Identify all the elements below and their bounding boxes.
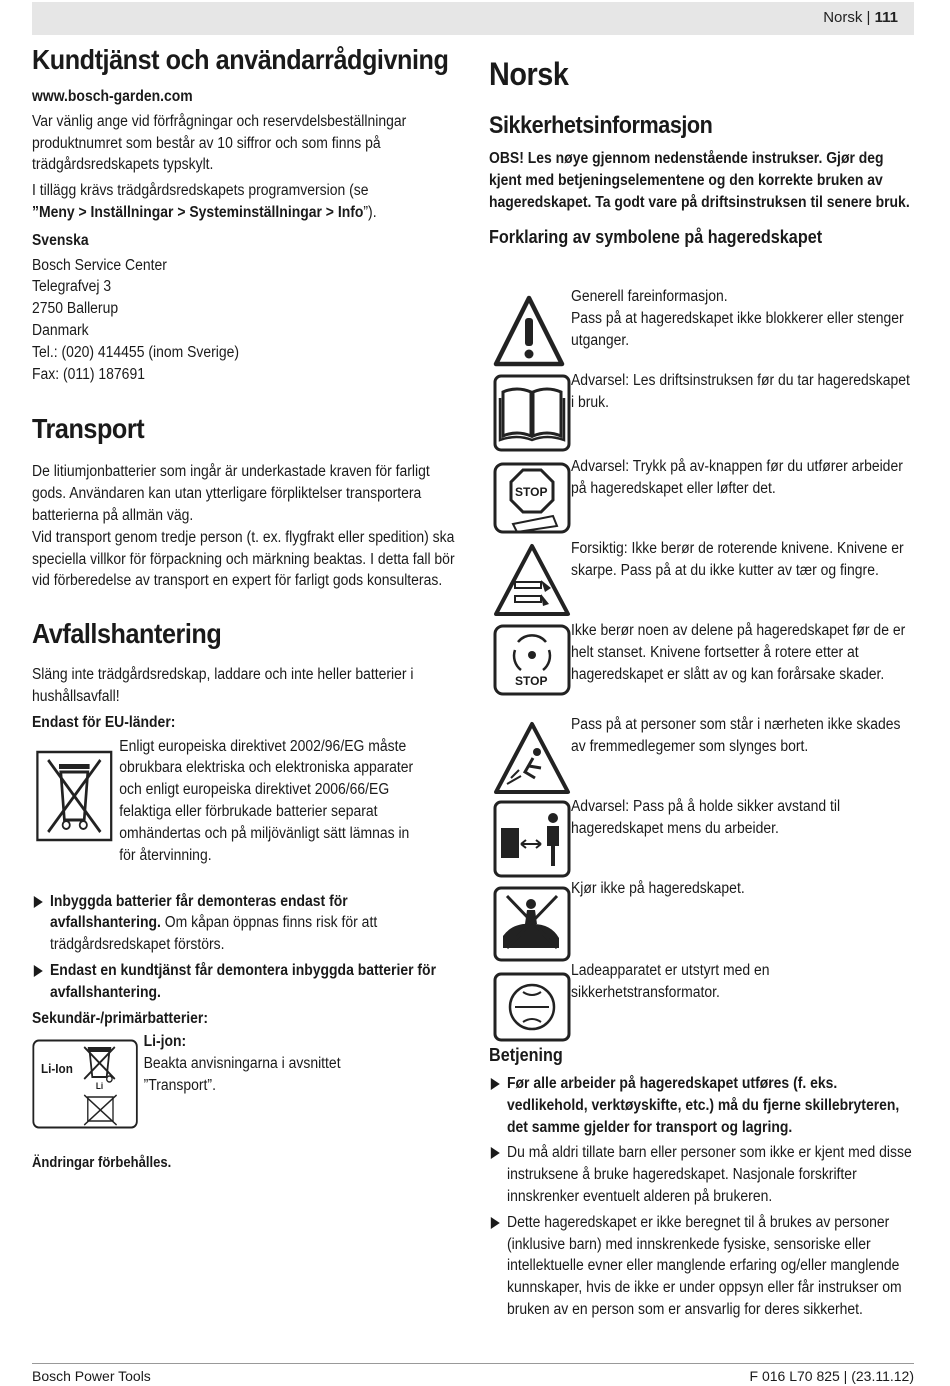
eu-label: Endast för EU-länder: <box>32 713 176 731</box>
symbol-text <box>571 370 916 414</box>
symbol-text <box>571 538 916 582</box>
service-menu-path: ”Meny > Inställningar > Systeminställningar > Info <box>32 203 364 221</box>
disposal-title: Avfallshantering <box>32 618 222 650</box>
symbols-list <box>489 286 919 1046</box>
left-column <box>32 40 456 1175</box>
rotating-stop-icon <box>493 624 571 696</box>
liion-icon-label: Li-Ion <box>41 1061 73 1077</box>
footer-divider <box>32 1363 914 1364</box>
disposal-bullet-1-rest: Om kåpan öppnas finns risk för att trädgårdsredskapet förstörs. <box>50 914 378 954</box>
address-line: 2750 Ballerup <box>32 300 119 318</box>
symbol-text <box>571 286 916 351</box>
address-line: Bosch Service Center <box>32 256 167 274</box>
transport-title: Transport <box>32 413 145 445</box>
symbol-line: Ikke berør noen av delene på hageredskapet før de er helt stanset. Knivene fortsetter å rotere etter at hageredskapet er slått av og kan forårsake skader. <box>571 622 906 683</box>
symbol-text <box>571 878 916 900</box>
symbol-text <box>571 620 916 685</box>
disposal-bullet-1-bold: Inbyggda batterier får demonteras endast för avfallshantering. <box>50 892 348 932</box>
service-address <box>32 255 455 386</box>
stop-icon-label: STOP <box>515 674 548 688</box>
operation-bullet-1: Før alle arbeider på hageredskapet utføres (f. eks. vedlikehold, verktøyskifte, etc.) må du fjerne skillebryteren, det samme gjelder for transport og lagring. <box>489 1073 914 1138</box>
address-line: Telegrafvej 3 <box>32 278 112 296</box>
liion-label: Li-jon: <box>143 1033 187 1051</box>
page-header-text: Norsk | 111 <box>823 9 898 26</box>
symbol-line: Advarsel: Les driftsinstruksen før du tar hageredskapet i bruk. <box>571 372 910 411</box>
symbol-text <box>571 796 916 840</box>
address-line: Fax: (011) 187691 <box>32 365 145 383</box>
batteries-label: Sekundär-/primärbatterier: <box>32 1009 208 1027</box>
eu-block <box>32 736 455 888</box>
safety-title: Sikkerhetsinformasjon <box>489 112 713 139</box>
transport-paragraph-2: Vid transport genom tredje person (t. ex. flygfrakt eller spedition) ska speciella villkor för förpackning och märkning beaktas. I detta fall bör vid förberedelse av transport en expert för farligt gods konsulteras. <box>32 528 455 590</box>
symbol-text <box>571 714 916 758</box>
stop-sign-icon <box>493 462 571 532</box>
footer-brand: Bosch Power Tools <box>32 1368 151 1384</box>
symbol-line: Advarsel: Trykk på av-knappen før du utfører arbeider på hageredskapet eller løfter det. <box>571 458 903 497</box>
operation-bullet-3: Dette hageredskapet er ikke beregnet til å brukes av personer (inklusive barn) med innskrenkede fysiske, sensoriske eller intellektuelle evner eller manglende erfaring og/eller manglende kunnskaper, hvis de ikke er under oppsyn eller får instrukser om bruken av en person som er ansvarlig for deres sikkerhet. <box>489 1212 914 1321</box>
symbol-line: Forsiktig: Ikke berør de roterende knivene. Knivene er skarpe. Pass på at du ikke kutter av tær og fingre. <box>571 540 904 579</box>
service-paragraph-2 <box>32 180 455 224</box>
weee-bin-icon <box>36 750 113 842</box>
header-language: Norsk <box>823 9 863 26</box>
warning-triangle-icon <box>493 294 571 364</box>
manual-book-icon <box>493 374 571 450</box>
operation-section <box>489 1043 914 1321</box>
page-number: 111 <box>874 9 898 26</box>
operation-title: Betjening <box>489 1045 563 1065</box>
right-column <box>489 40 914 249</box>
service-p2-start: I tillägg krävs trädgårdsredskapets programversion (se <box>32 182 369 200</box>
service-country: Svenska <box>32 231 89 249</box>
symbol-line: Generell fareinformasjon. <box>571 288 728 305</box>
liion-recycle-icon <box>32 1039 138 1127</box>
safety-transformer-icon <box>493 972 571 1042</box>
symbol-text <box>571 456 916 500</box>
page-header <box>32 2 914 35</box>
liion-block <box>32 1031 455 1141</box>
stop-icon-label: STOP <box>515 485 548 499</box>
disposal-paragraph-1: Släng inte trädgårdsredskap, laddare och inte heller batterier i hushållsavfall! <box>32 666 414 705</box>
address-line: Tel.: (020) 414455 (inom Sverige) <box>32 343 240 361</box>
service-p2-end: ”). <box>363 203 377 221</box>
disposal-bullet-2: Endast en kundtjänst får demontera inbyggda batterier för avfallshantering. <box>32 960 455 1004</box>
service-paragraph-1: Var vänlig ange vid förfrågningar och reservdelsbeställningar produktnumret som består av 10 siffror och som finns på trädgårdsredskapets typskylt. <box>32 112 407 174</box>
changes-reserved: Ändringar förbehålles. <box>32 1155 172 1172</box>
keep-distance-icon <box>493 800 571 876</box>
symbol-line: Kjør ikke på hageredskapet. <box>571 880 745 897</box>
symbol-line: Ladeapparatet er utstyrt med en sikkerhetstransformator. <box>571 962 770 1001</box>
symbol-text <box>571 960 916 1004</box>
operation-bullet-2: Du må aldri tillate barn eller personer som ikke er kjent med disse instruksene å bruke hageredskapet. Nasjonale forskrifter innskrenker eventuelt alderen på brukeren. <box>489 1142 914 1207</box>
transport-paragraph-1: De litiumjonbatterier som ingår är underkastade kraven för farligt gods. Användaren kan utan ytterligare förpliktelser transportera batterierna på allmän väg. <box>32 463 430 524</box>
footer-doc-number: F 016 L70 825 | (23.11.12) <box>749 1368 914 1384</box>
safety-warning: OBS! Les nøye gjennom nedenstående instrukser. Gjør deg kjent med betjeningselementene og den korrekte bruken av hageredskapet. Ta godt vare på driftsinstruksen til senere bruk. <box>489 150 910 211</box>
symbol-line: Pass på at personer som står i nærheten ikke skades av fremmedlegemer som slynges bort. <box>571 716 901 755</box>
language-title: Norsk <box>489 56 569 92</box>
service-url[interactable]: www.bosch-garden.com <box>32 88 193 105</box>
disposal-bullet-1 <box>32 891 455 956</box>
thrown-object-icon <box>493 720 571 796</box>
symbol-line: Advarsel: Pass på å holde sikker avstand til hageredskapet mens du arbeider. <box>571 798 841 837</box>
li-icon-label: Li <box>95 1081 104 1092</box>
liion-text: Beakta anvisningarna i avsnittet ”Transport”. <box>143 1055 341 1095</box>
address-line: Danmark <box>32 321 89 339</box>
service-title: Kundtjänst och användarrådgivning <box>32 44 449 75</box>
symbols-title: Forklaring av symbolene på hageredskapet <box>489 227 823 248</box>
symbol-line: Pass på at hageredskapet ikke blokkerer eller stenger utganger. <box>571 309 904 349</box>
no-riding-icon <box>493 886 571 960</box>
eu-text: Enligt europeiska direktivet 2002/96/EG måste obrukbara elektriska och elektroniska apparater och enligt europeiska direktivet 2006/66/EG felaktiga eller förbrukade batterier separat omhändertas och på miljövänligt sätt lämnas in för återvinning. <box>119 737 414 864</box>
blade-hazard-icon <box>493 542 571 618</box>
